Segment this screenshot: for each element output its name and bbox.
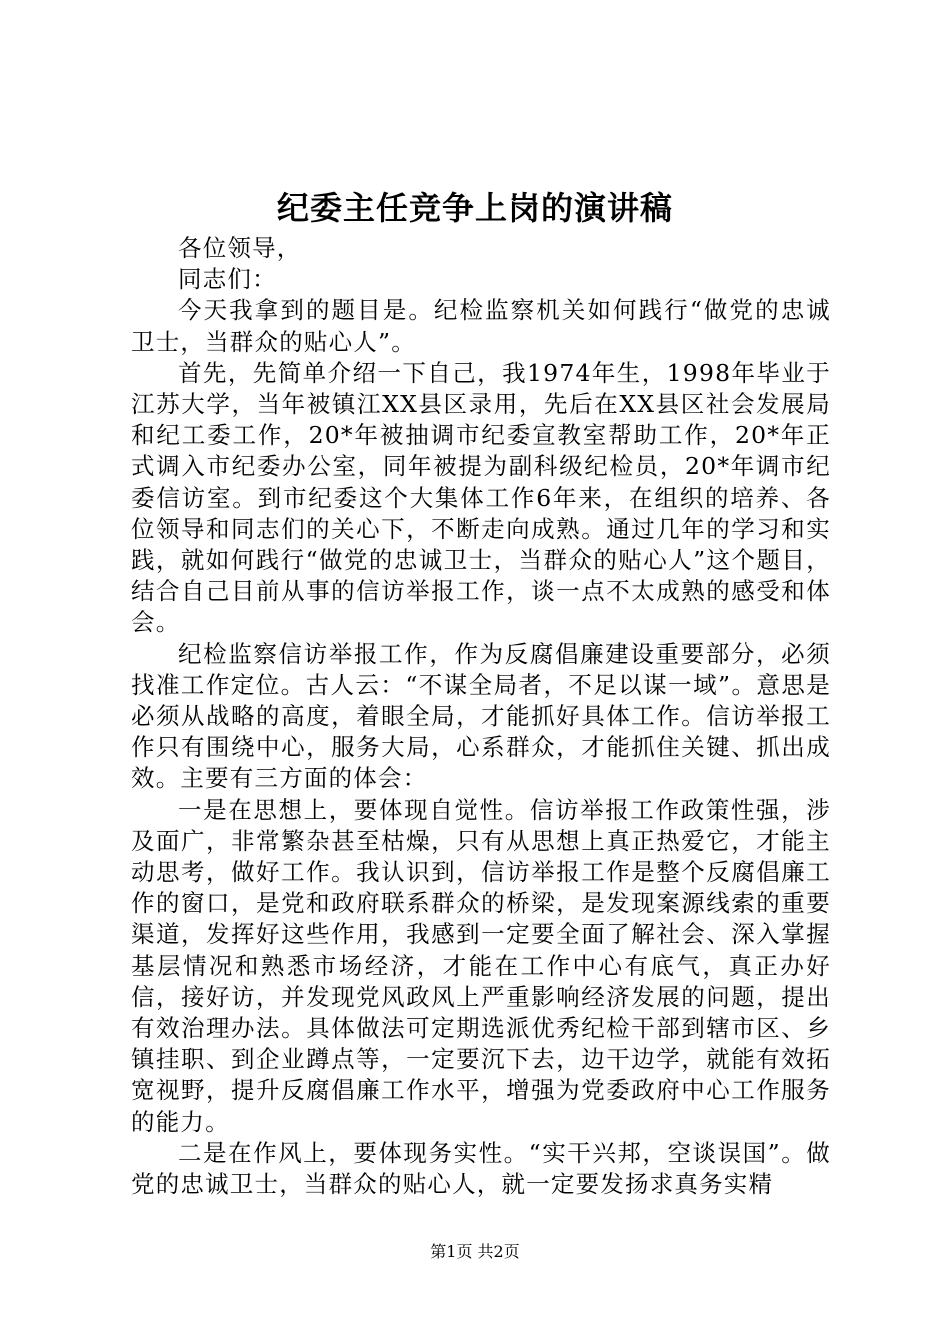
paragraph-point-one: 一是在思想上，要体现自觉性。信访举报工作政策性强，涉及面广，非常繁杂甚至枯燥，只有从思想上真正热爱它，才能主动思考，做好工作。我认识到，信访举报工作是整个反腐倡廉工作的窗口，是党和政府联系群众的桥梁，是发现案源线索的重要渠道，发挥好这些作用，我感到一定要全面了解社会、深入掌握基层情况和熟悉市场经济，才能在工作中心有底气，真正办好信，接好访，并发现党风政风上严重影响经济发展的问题，提出有效治理办法。具体做法可定期选派优秀纪检干部到辖市区、乡镇挂职、到企业蹲点等，一定要沉下去，边干边学，就能有效拓宽视野，提升反腐倡廉工作水平，增强为党委政府中心工作服务的能力。 bbox=[131, 795, 831, 1136]
page-footer: 第1页 共2页 bbox=[430, 1242, 520, 1261]
document-title: 纪委主任竞争上岗的演讲稿 bbox=[276, 189, 673, 227]
paragraph-work-positioning: 纪检监察信访举报工作，作为反腐倡廉建设重要部分，必须找准工作定位。古人云：“不谋全局者，不足以谋一域”。意思是必须从战略的高度，着眼全局，才能抓好具体工作。信访举报工作只有围绕中心，服务大局，心系群众，才能抓住关键、抓出成效。主要有三方面的体会： bbox=[131, 639, 831, 793]
paragraph-salutation-comrades: 同志们： bbox=[178, 265, 277, 294]
paragraph-point-two: 二是在作风上，要体现务实性。“实干兴邦，空谈误国”。做党的忠诚卫士，当群众的贴心人，就一定要发扬求真务实精 bbox=[131, 1138, 831, 1199]
document-body bbox=[131, 233, 831, 1200]
paragraph-topic: 今天我拿到的题目是。纪检监察机关如何践行“做党的忠诚卫士，当群众的贴心人”。 bbox=[131, 296, 831, 356]
paragraph-salutation-leaders: 各位领导， bbox=[178, 234, 302, 262]
paragraph-self-introduction: 首先，先简单介绍一下自己，我1974年生，1998年毕业于江苏大学，当年被镇江XX县区录用，先后在XX县区社会发展局和纪工委工作，20*年被抽调市纪委宣教室帮助工作，20*年正式调入市纪委办公室，同年被提为副科级纪检员，20*年调市纪委信访室。到市纪委这个大集体工作6年来，在组织的培养、各位领导和同志们的关心下，不断走向成熟。通过几年的学习和实践，就如何践行“做党的忠诚卫士，当群众的贴心人”这个题目，结合自己目前从事的信访举报工作，谈一点不太成熟的感受和体会。 bbox=[131, 358, 831, 637]
